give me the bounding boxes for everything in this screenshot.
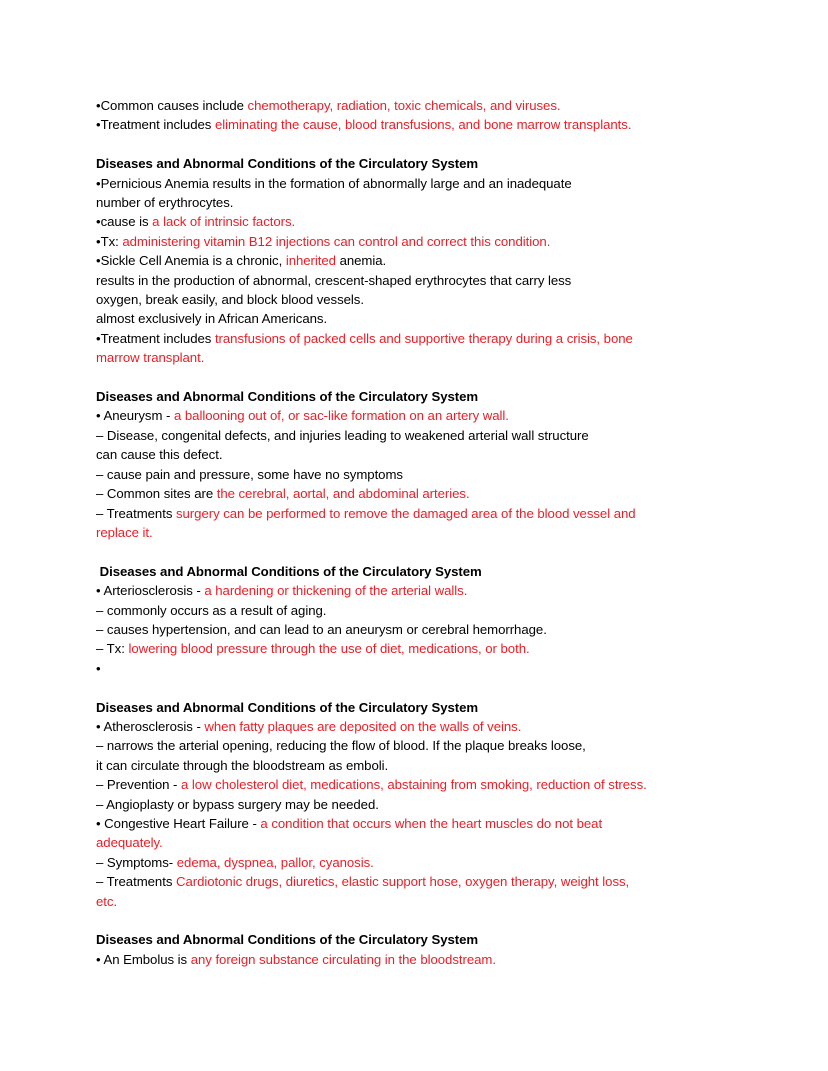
highlighted-text: inherited <box>285 253 336 269</box>
body-text: – Prevention - <box>96 777 182 793</box>
body-text: • Arteriosclerosis - <box>96 583 205 599</box>
section-heading: Diseases and Abnormal Conditions of the Circulatory System <box>96 563 482 579</box>
body-text: – Angioplasty or bypass surgery may be needed. <box>96 796 379 812</box>
text-line <box>96 115 732 134</box>
text-line <box>96 795 732 814</box>
text-line <box>96 775 732 794</box>
section-heading: Diseases and Abnormal Conditions of the Circulatory System <box>96 156 479 172</box>
text-line <box>96 465 732 484</box>
highlighted-text: surgery can be performed to remove the damaged area of the blood vessel and <box>175 505 636 521</box>
text-line <box>96 329 732 348</box>
text-line <box>96 756 732 775</box>
section-block-anemia-causes <box>96 96 732 135</box>
body-text: – Treatments <box>96 874 176 890</box>
text-line <box>96 620 732 639</box>
section-block-embolus <box>96 930 732 969</box>
body-text: – Disease, congenital defects, and injuries leading to weakened arterial wall structure <box>96 427 589 443</box>
section-block-arteriosclerosis <box>96 562 732 678</box>
text-line <box>96 232 732 251</box>
highlighted-text: a condition that occurs when the heart muscles do not beat <box>260 815 603 831</box>
highlighted-text: transfusions of packed cells and supportive therapy during a crisis, bone <box>214 330 633 346</box>
body-text: – Treatments <box>96 505 176 521</box>
paragraph-spacer <box>96 135 732 154</box>
text-line <box>96 504 732 523</box>
text-line <box>96 892 732 911</box>
text-line <box>96 736 732 755</box>
text-line <box>96 96 732 115</box>
body-text: – Tx: <box>96 641 129 657</box>
body-text: it can circulate through the bloodstream as emboli. <box>96 757 389 773</box>
text-line <box>96 950 732 969</box>
body-text: can cause this defect. <box>96 447 223 463</box>
text-line <box>96 601 732 620</box>
body-text: – causes hypertension, and can lead to an aneurysm or cerebral hemorrhage. <box>96 621 547 637</box>
section-block-pernicious-sickle-cell <box>96 154 732 367</box>
text-line <box>96 251 732 270</box>
highlighted-text: adequately. <box>96 835 163 851</box>
highlighted-text: lowering blood pressure through the use of diet, medications, or both. <box>128 641 530 657</box>
highlighted-text: a ballooning out of, or sac-like formation on an artery wall. <box>174 408 509 424</box>
body-text: – cause pain and pressure, some have no symptoms <box>96 466 403 482</box>
highlighted-text: edema, dyspnea, pallor, cyanosis. <box>176 854 374 870</box>
body-text: • An Embolus is <box>96 951 191 967</box>
text-line <box>96 639 732 658</box>
highlighted-text: a low cholesterol diet, medications, abstaining from smoking, reduction of stress. <box>181 777 647 793</box>
body-text: •Treatment includes <box>96 330 215 346</box>
body-text: • Atherosclerosis - <box>96 718 205 734</box>
text-line <box>96 426 732 445</box>
body-text: number of erythrocytes. <box>96 195 234 211</box>
highlighted-text: replace it. <box>96 524 153 540</box>
body-text: – Common sites are <box>96 486 217 502</box>
text-line <box>96 348 732 367</box>
body-text: anemia. <box>335 253 387 269</box>
paragraph-spacer <box>96 911 732 930</box>
text-line <box>96 309 732 328</box>
text-line <box>96 853 732 872</box>
text-line <box>96 406 732 425</box>
text-line <box>96 484 732 503</box>
text-line <box>96 193 732 212</box>
highlighted-text: eliminating the cause, blood transfusions, and bone marrow transplants. <box>214 117 632 133</box>
document-body <box>96 96 732 969</box>
highlighted-text: a hardening or thickening of the arterial walls. <box>204 583 468 599</box>
highlighted-text: chemotherapy, radiation, toxic chemicals, and viruses. <box>247 98 561 113</box>
highlighted-text: the cerebral, aortal, and abdominal arteries. <box>216 486 470 502</box>
highlighted-text: a lack of intrinsic factors. <box>152 214 296 230</box>
paragraph-spacer <box>96 542 732 561</box>
section-block-atherosclerosis-chf <box>96 698 732 911</box>
body-text: – commonly occurs as a result of aging. <box>96 602 327 618</box>
body-text: •Tx: <box>96 233 123 249</box>
text-line <box>96 445 732 464</box>
highlighted-text: any foreign substance circulating in the bloodstream. <box>190 951 496 967</box>
text-line <box>96 174 732 193</box>
text-line <box>96 271 732 290</box>
text-line <box>96 814 732 833</box>
body-text: oxygen, break easily, and block blood vessels. <box>96 292 364 308</box>
text-line <box>96 872 732 891</box>
paragraph-spacer <box>96 368 732 387</box>
text-line <box>96 212 732 231</box>
body-text: • Aneurysm - <box>96 408 174 424</box>
text-line <box>96 833 732 852</box>
text-line <box>96 659 732 678</box>
text-line <box>96 290 732 309</box>
text-line <box>96 581 732 600</box>
body-text: • <box>96 660 101 676</box>
body-text: – Symptoms- <box>96 854 177 870</box>
body-text: – narrows the arterial opening, reducing the flow of blood. If the plaque breaks loose, <box>96 738 586 754</box>
body-text: •cause is <box>96 214 153 230</box>
highlighted-text: marrow transplant. <box>96 350 205 366</box>
text-line <box>96 717 732 736</box>
paragraph-spacer <box>96 678 732 697</box>
highlighted-text: Cardiotonic drugs, diuretics, elastic support hose, oxygen therapy, weight loss, <box>175 874 630 890</box>
body-text: • Congestive Heart Failure - <box>96 815 261 831</box>
body-text: almost exclusively in African Americans. <box>96 311 328 327</box>
highlighted-text: administering vitamin B12 injections can control and correct this condition. <box>122 233 551 249</box>
body-text: •Common causes include <box>96 98 248 113</box>
body-text: •Treatment includes <box>96 117 215 133</box>
section-heading: Diseases and Abnormal Conditions of the Circulatory System <box>96 699 479 715</box>
highlighted-text: when fatty plaques are deposited on the walls of veins. <box>204 718 522 734</box>
body-text: results in the production of abnormal, crescent-shaped erythrocytes that carry less <box>96 272 572 288</box>
section-heading: Diseases and Abnormal Conditions of the Circulatory System <box>96 389 479 405</box>
body-text: •Pernicious Anemia results in the formation of abnormally large and an inadequate <box>96 175 572 191</box>
text-line <box>96 523 732 542</box>
section-block-aneurysm <box>96 387 732 542</box>
section-heading: Diseases and Abnormal Conditions of the Circulatory System <box>96 932 479 948</box>
highlighted-text: etc. <box>96 893 118 909</box>
body-text: •Sickle Cell Anemia is a chronic, <box>96 253 286 269</box>
